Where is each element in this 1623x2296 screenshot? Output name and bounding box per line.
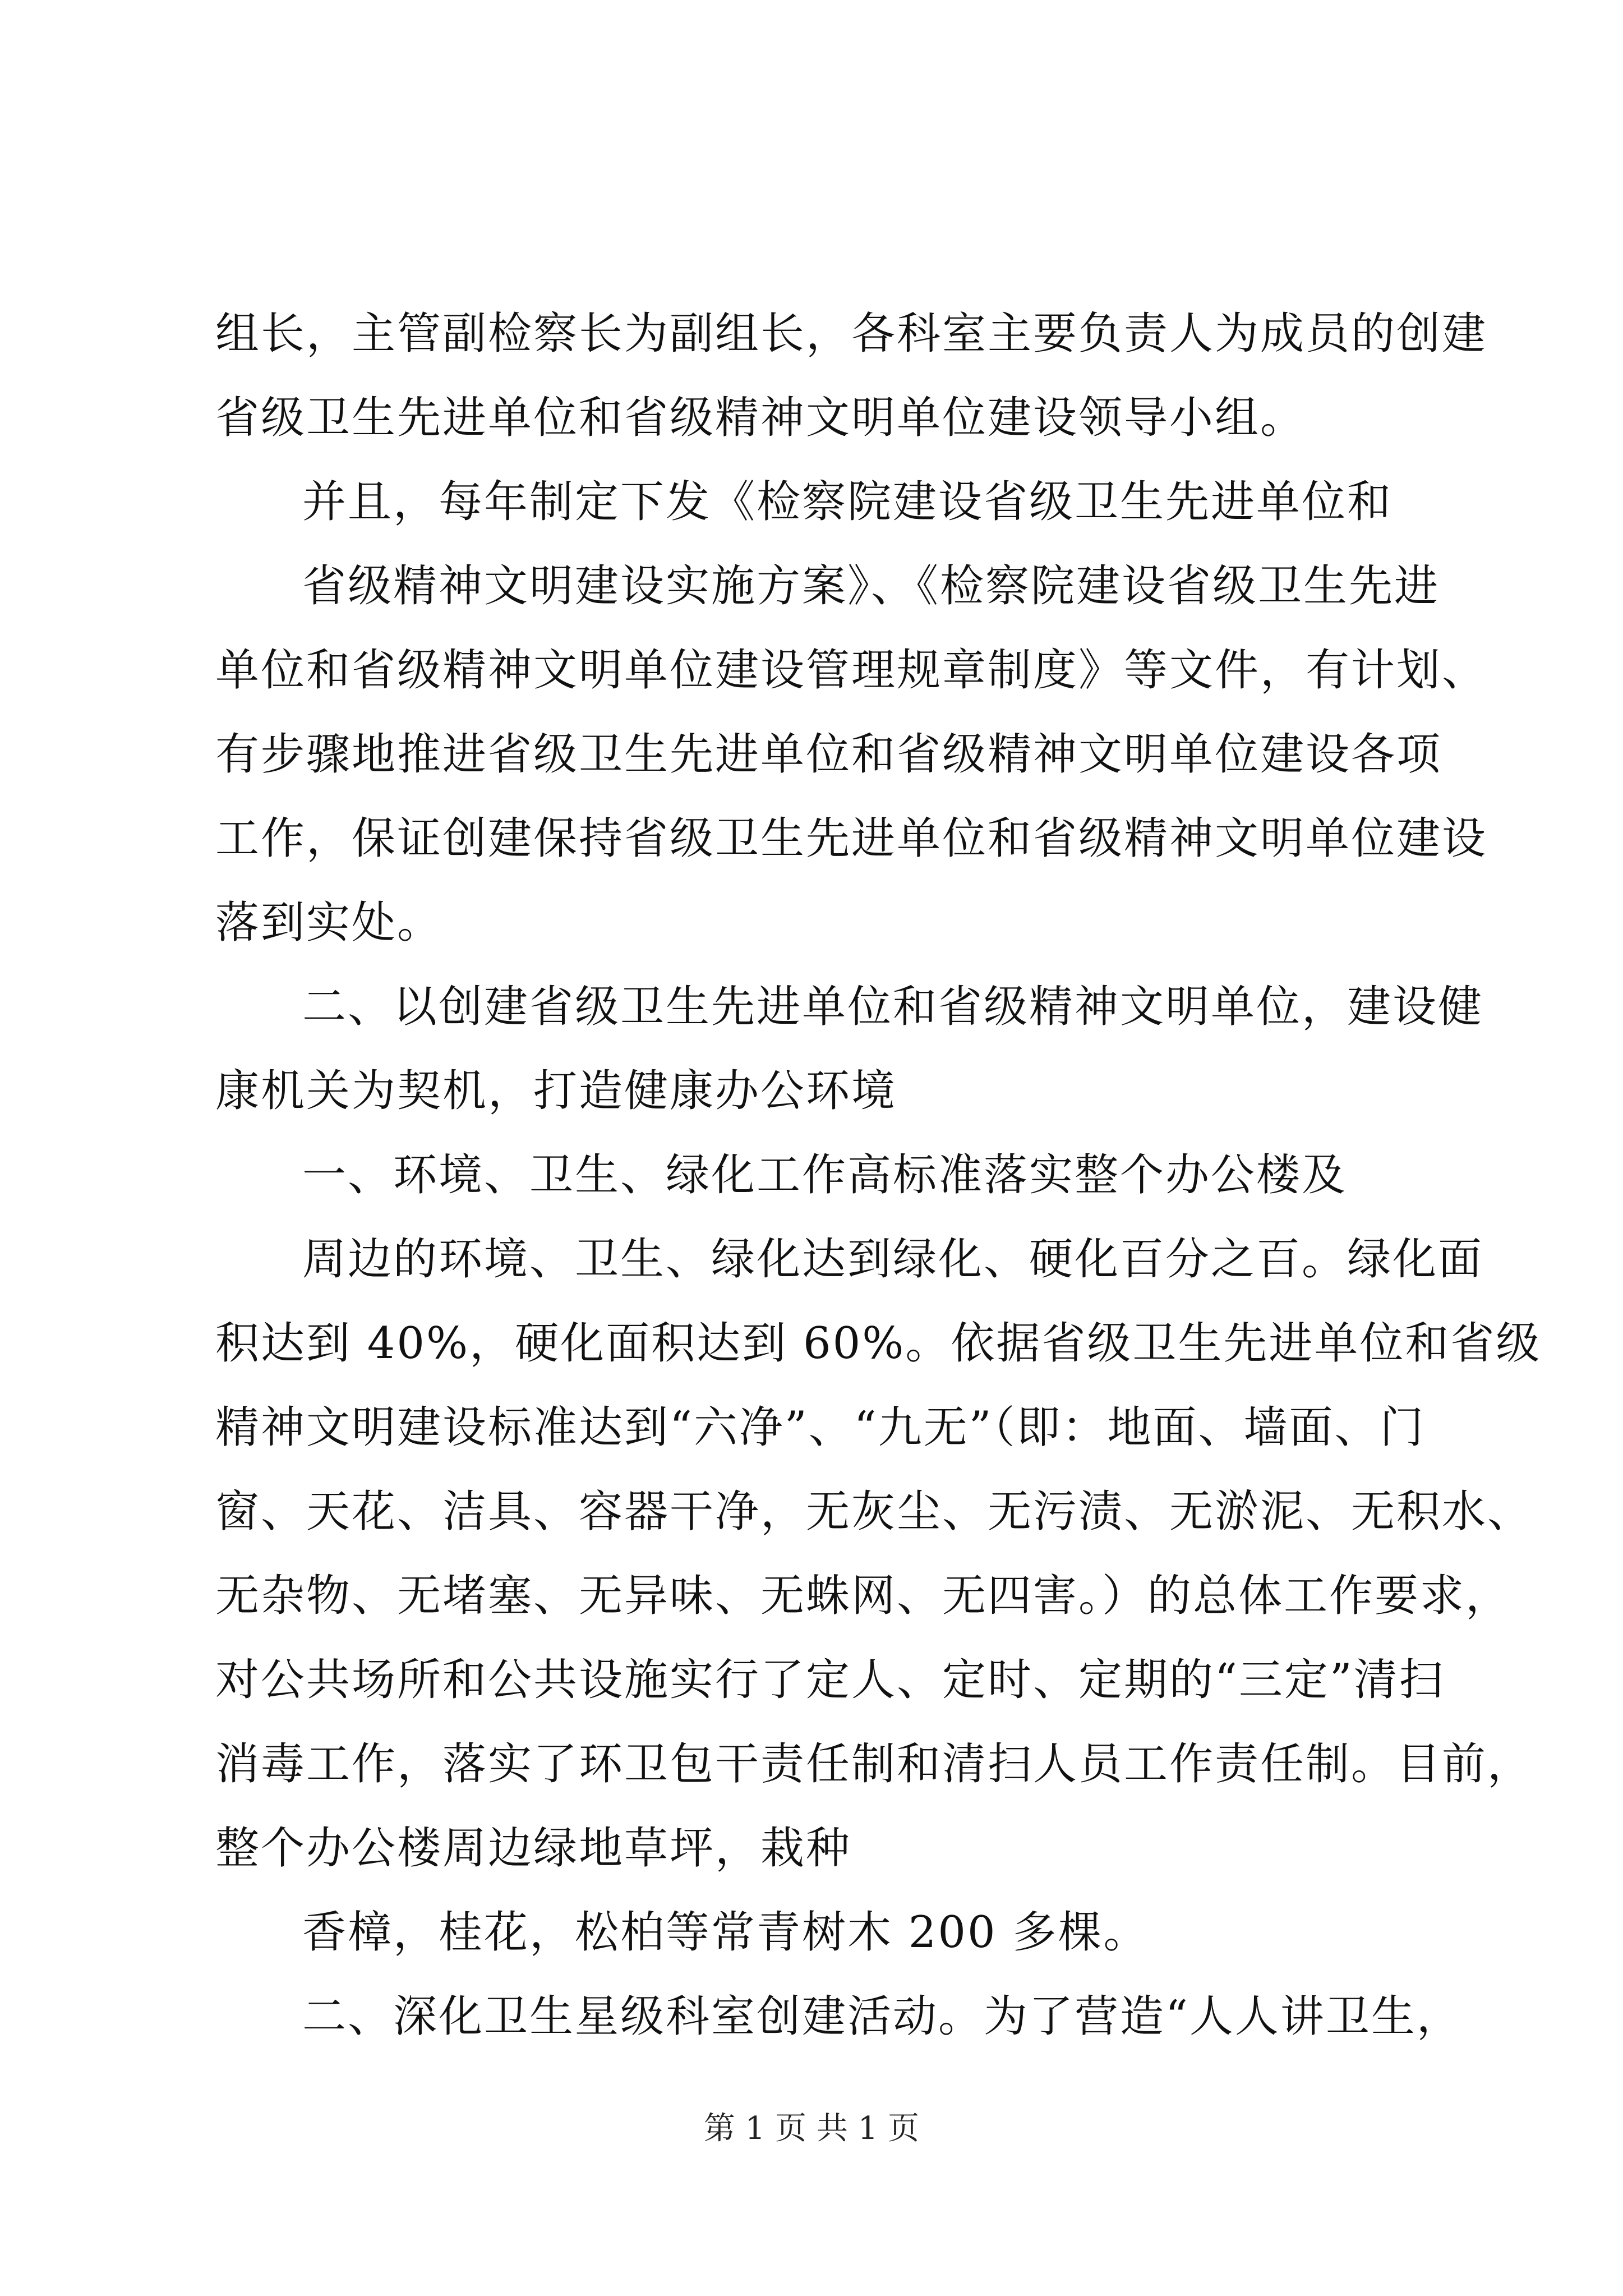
text-line: 窗、天花、洁具、容器干净，无灰尘、无污渍、无淤泥、无积水、 [215,1487,1533,1537]
page-footer: 第 1 页 共 1 页 [703,2110,920,2147]
text-line: 并且，每年制定下发《检察院建设省级卫生先进单位和 [302,477,1393,527]
text-line: 省级精神文明建设实施方案》、《检察院建设省级卫生先进 [302,561,1440,611]
text-line: 康机关为契机，打造健康办公环境 [215,1066,897,1116]
text-line: 周边的环境、卫生、绿化达到绿化、硬化百分之百。绿化面 [302,1234,1484,1285]
document-body [215,292,1542,2059]
text-line: 二、深化卫生星级科室创建活动。为了营造“人人讲卫生， [302,1991,1462,2042]
text-line: 单位和省级精神文明单位建设管理规章制度》等文件，有计划、 [215,645,1488,696]
text-line: 二、以创建省级卫生先进单位和省级精神文明单位，建设健 [302,982,1484,1032]
text-line: 整个办公楼周边绿地草坪，栽种 [215,1823,852,1874]
text-line: 消毒工作，落实了环卫包干责任制和清扫人员工作责任制。目前， [215,1739,1533,1789]
text-line: 落到实处。 [215,898,443,948]
text-line: 积达到 40%，硬化面积达到 60%。依据省级卫生先进单位和省级 [215,1318,1542,1369]
text-line: 一、环境、卫生、绿化工作高标准落实整个办公楼及 [302,1150,1348,1200]
text-line: 有步骤地推进省级卫生先进单位和省级精神文明单位建设各项 [215,729,1442,780]
text-line: 组长，主管副检察长为副组长，各科室主要负责人为成员的创建 [215,309,1488,359]
text-line: 省级卫生先进单位和省级精神文明单位建设领导小组。 [215,393,1306,443]
text-line: 无杂物、无堵塞、无异味、无蛛网、无四害。）的总体工作要求， [215,1571,1511,1621]
text-line: 精神文明建设标准达到“六净”、“九无”（即：地面、墙面、门 [215,1402,1426,1453]
text-line: 工作，保证创建保持省级卫生先进单位和省级精神文明单位建设 [215,813,1488,864]
text-line: 对公共场所和公共设施实行了定人、定时、定期的“三定”清扫 [215,1655,1445,1705]
text-line: 香樟，桂花，松柏等常青树木 200 多棵。 [302,1907,1149,1958]
